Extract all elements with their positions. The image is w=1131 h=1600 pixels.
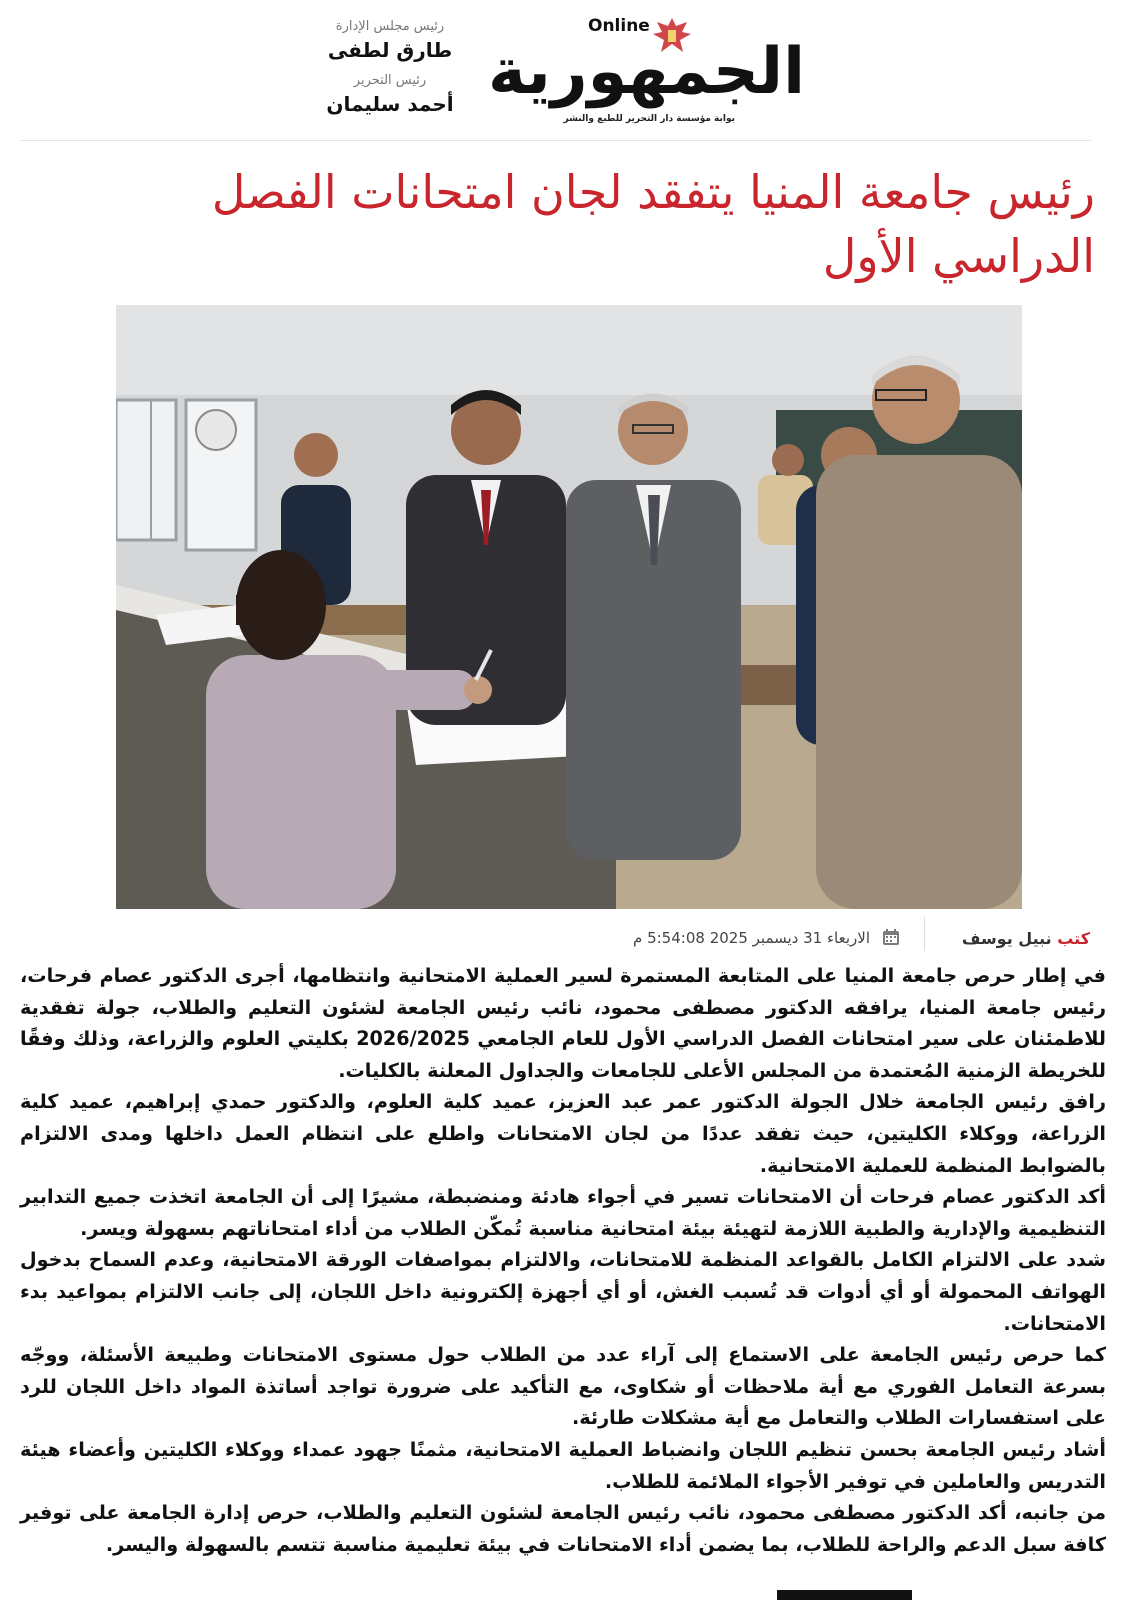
- calendar-icon: [882, 928, 900, 946]
- publish-date: الاربعاء 31 ديسمبر 2025 5:54:08 م: [633, 929, 870, 947]
- article-byline: [30, 925, 1090, 955]
- byline-separator: [924, 917, 925, 951]
- article-paragraph: في إطار حرص جامعة المنيا على المتابعة المستمرة لسير العملية الامتحانية وانتظامها، أجرى الدكتور عصام فرحات، رئيس جامعة المنيا، يرافقه الدكتور مصطفى محمود، نائب رئيس الجامعة لشئون التعليم والطلاب، جولة تفقدية للاطمئنان على سير امتحانات الفصل الدراسي الأول للعام الجامعي 2026/2025 بكليتي العلوم والزراعة، وذلك وفقًا للخريطة الزمنية المُعتمدة من المجلس الأعلى للجامعات والجداول المعلنة بالكليات.: [20, 964, 1107, 1082]
- article-body: [20, 960, 1106, 1560]
- editor-role: رئيس التحرير: [353, 73, 427, 88]
- header-divider: [20, 140, 1091, 141]
- headline-line-1: رئيس جامعة المنيا يتفقد لجان امتحانات الفصل: [211, 165, 1095, 219]
- footer-bar: [777, 1590, 912, 1600]
- article-paragraph: رافق رئيس الجامعة خلال الجولة الدكتور عمر عبد العزيز، عميد كلية العلوم، والدكتور حمدي إبراهيم، عميد كلية الزراعة، ووكلاء الكليتين، حيث تفقد عددًا من لجان الامتحانات واطلع على انتظام العمل داخلها ومدى الالتزام بالضوابط المنظمة للعملية الامتحانية.: [20, 1090, 1106, 1177]
- logo-wordmark: الجمهورية: [487, 35, 805, 109]
- logo-tagline: بوابة مؤسسة دار التحرير للطبع والنشر: [563, 114, 735, 124]
- board-chair-role: رئيس مجلس الإدارة: [335, 19, 445, 34]
- article-paragraph: كما حرص رئيس الجامعة على الاستماع إلى آراء عدد من الطلاب حول مستوى الامتحانات وطبيعة الأسئلة، ووجّه بسرعة التعامل الفوري مع أية ملاحظات أو شكاوى، مع التأكيد على ضرورة تواجد أساتذة المواد داخل اللجان للرد على استفسارات الطلاب والتعامل مع أية مشكلات طارئة.: [20, 1343, 1106, 1430]
- article-photo: [116, 305, 1022, 909]
- article-paragraph: من جانبه، أكد الدكتور مصطفى محمود، نائب رئيس الجامعة لشئون التعليم والطلاب، حرص إدارة الجامعة على توفير كافة سبل الدعم والراحة للطلاب، بما يضمن أداء الامتحانات في بيئة تعليمية مناسبة تتسم بالسهولة واليسر.: [20, 1501, 1106, 1556]
- board-chair-name: طارق لطفى: [327, 38, 453, 62]
- article-paragraph: شدد على الالتزام الكامل بالقواعد المنظمة للامتحانات، والالتزام بمواصفات الورقة الامتحانية، وعدم السماح بدخول الهواتف المحمولة أو أي أدوات قد تُسبب الغش، أو أي أجهزة إلكترونية داخل اللجان، إلى جانب الالتزام بمواعيد بدء الامتحانات.: [20, 1248, 1106, 1335]
- photo-scene: [116, 305, 1022, 909]
- article-headline: [30, 160, 1095, 288]
- editor-name: أحمد سليمان: [326, 92, 454, 116]
- author-credit[interactable]: [962, 929, 1090, 948]
- author-prefix: كتب: [1057, 929, 1090, 948]
- masthead-staff: [300, 18, 480, 126]
- article-paragraph: أشاد رئيس الجامعة بحسن تنظيم اللجان وانضباط العملية الامتحانية، مثمنًا جهود عمداء ووكلاء الكليتين وأعضاء هيئة التدريس والعاملين في توفير الأجواء الملائمة للطلاب.: [20, 1437, 1106, 1493]
- headline-line-2: الدراسي الأول: [822, 229, 1095, 283]
- logo-online-label: Online: [588, 16, 650, 36]
- article-paragraph: أكد الدكتور عصام فرحات أن الامتحانات تسير في أجواء هادئة ومنضبطة، مشيرًا إلى أن الجامعة اتخذت جميع التدابير التنظيمية والإدارية والطبية اللازمة لتهيئة بيئة امتحانية مناسبة تُمكّن الطلاب من أداء امتحاناتهم بسهولة ويسر.: [20, 1185, 1106, 1240]
- site-logo[interactable]: [487, 14, 805, 132]
- author-name: نبيل يوسف: [961, 929, 1052, 948]
